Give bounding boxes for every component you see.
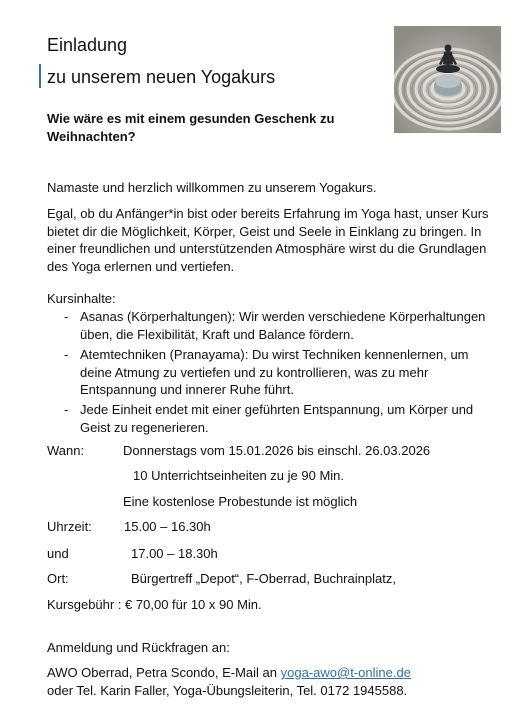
trial-text: Eine kostenlose Probestunde ist möglich (123, 494, 358, 509)
contact-line-1 (47, 664, 411, 682)
bullet-dash: - (64, 309, 69, 324)
list-item-text: Jede Einheit endet mit einer geführten Entspannung, um Körper und Geist zu regenerieren. (80, 402, 474, 435)
contact-line-2: oder Tel. Karin Faller, Yoga-Übungsleiterin, Tel. 0172 1945588. (47, 683, 408, 698)
greeting-text: Namaste und herzlich willkommen zu unserem Yogakurs. (47, 180, 377, 195)
yoga-zen-photo (394, 26, 501, 133)
ort-value: Bürgertreff „Depot“, F-Oberrad, Buchrainplatz, (131, 571, 396, 586)
meditation-figure-icon (394, 26, 501, 133)
title-line-1: Einladung (47, 35, 128, 55)
subtitle: Wie wäre es mit einem gesunden Geschenk zu Weihnachten? (47, 111, 335, 144)
kursinhalte-label: Kursinhalte: (47, 291, 116, 306)
bullet-dash: - (64, 402, 69, 417)
contact-prefix: AWO Oberrad, Petra Scondo, E-Mail an (47, 665, 281, 680)
wann-label: Wann: (47, 443, 85, 458)
list-item-text: Asanas (Körperhaltungen): Wir werden verschiedene Körperhaltungen üben, die Flexibilität, Kraft und Balance fördern. (80, 309, 486, 342)
und-value: 17.00 – 18.30h (131, 546, 218, 561)
email-link[interactable]: yoga-awo@t-online.de (280, 665, 411, 680)
list-item-text: Atemtechniken (Pranayama): Du wirst Techniken kennenlernen, um deine Atmung zu vertiefen und zu kontrollieren, was zu mehr Entspannung und innerer Ruhe führt. (80, 347, 469, 397)
uhrzeit-value: 15.00 – 16.30h (124, 519, 211, 534)
ort-label: Ort: (47, 571, 69, 586)
intro-paragraph: Egal, ob du Anfänger*in bist oder bereits Erfahrung im Yoga hast, unser Kurs bietet dir die Möglichkeit, Körper, Geist und Seele in Einklang zu bringen. In einer freundlichen und unterstützenden Atmosphäre wirst du die Grundlagen des Yoga erlernen und vertiefen. (47, 206, 489, 274)
und-label: und (47, 546, 69, 561)
units-text: 10 Unterrichtseinheiten zu je 90 Min. (133, 468, 345, 483)
title-accent-bar (39, 64, 41, 88)
fee-text: Kursgebühr : € 70,00 für 10 x 90 Min. (47, 597, 262, 612)
title-line-2: zu unserem neuen Yogakurs (47, 67, 276, 87)
bullet-dash: - (64, 347, 69, 362)
contact-heading: Anmeldung und Rückfragen an: (47, 640, 230, 655)
uhrzeit-label: Uhrzeit: (47, 519, 92, 534)
wann-value: Donnerstags vom 15.01.2026 bis einschl. 26.03.2026 (123, 443, 431, 458)
